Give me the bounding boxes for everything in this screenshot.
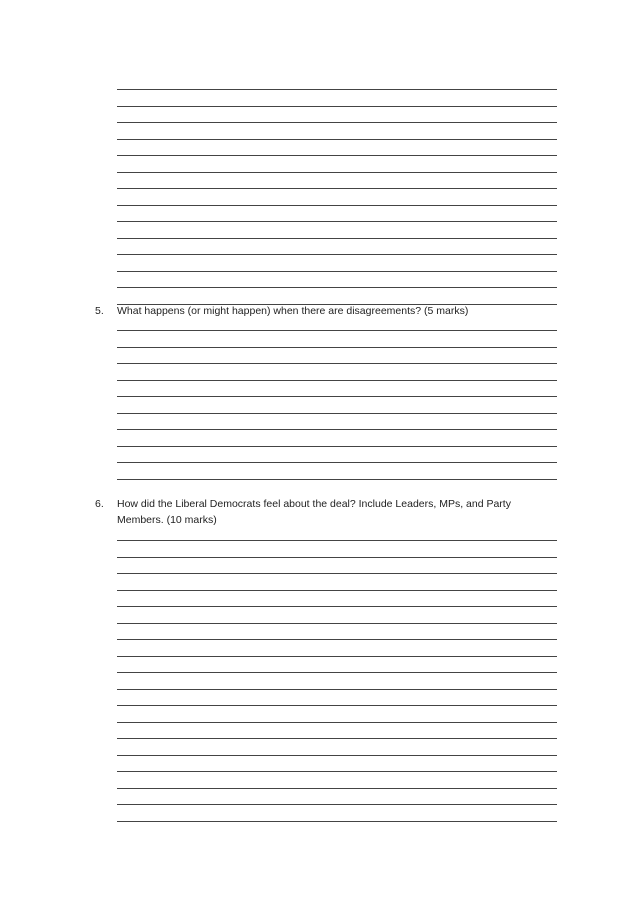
question-5-number: 5. bbox=[95, 305, 104, 317]
answer-line[interactable] bbox=[117, 287, 557, 288]
answer-line[interactable] bbox=[117, 672, 557, 673]
question-5-text: What happens (or might happen) when there are disagreements? (5 marks) bbox=[117, 305, 469, 317]
answer-line[interactable] bbox=[117, 639, 557, 640]
answer-line[interactable] bbox=[117, 738, 557, 739]
answer-line[interactable] bbox=[117, 347, 557, 348]
answer-line[interactable] bbox=[117, 205, 557, 206]
answer-line[interactable] bbox=[117, 396, 557, 397]
answer-line[interactable] bbox=[117, 89, 557, 90]
answer-line[interactable] bbox=[117, 689, 557, 690]
answer-line[interactable] bbox=[117, 413, 557, 414]
answer-line[interactable] bbox=[117, 106, 557, 107]
answer-line[interactable] bbox=[117, 821, 557, 822]
answer-line[interactable] bbox=[117, 606, 557, 607]
answer-line[interactable] bbox=[117, 155, 557, 156]
answer-line[interactable] bbox=[117, 271, 557, 272]
answer-line[interactable] bbox=[117, 446, 557, 447]
answer-line[interactable] bbox=[117, 557, 557, 558]
answer-line[interactable] bbox=[117, 479, 557, 480]
answer-line[interactable] bbox=[117, 788, 557, 789]
answer-line[interactable] bbox=[117, 804, 557, 805]
answer-line[interactable] bbox=[117, 705, 557, 706]
answer-line[interactable] bbox=[117, 221, 557, 222]
answer-line[interactable] bbox=[117, 380, 557, 381]
answer-line[interactable] bbox=[117, 623, 557, 624]
answer-line[interactable] bbox=[117, 656, 557, 657]
answer-line[interactable] bbox=[117, 771, 557, 772]
answer-line[interactable] bbox=[117, 755, 557, 756]
answer-line[interactable] bbox=[117, 363, 557, 364]
question-6-text: How did the Liberal Democrats feel about the deal? Include Leaders, MPs, and Party Members. (10 marks) bbox=[117, 498, 511, 526]
answer-line[interactable] bbox=[117, 429, 557, 430]
answer-line[interactable] bbox=[117, 462, 557, 463]
question-6-number: 6. bbox=[95, 498, 104, 510]
answer-line[interactable] bbox=[117, 254, 557, 255]
answer-line[interactable] bbox=[117, 139, 557, 140]
answer-line[interactable] bbox=[117, 590, 557, 591]
answer-line[interactable] bbox=[117, 722, 557, 723]
answer-line[interactable] bbox=[117, 188, 557, 189]
answer-line[interactable] bbox=[117, 540, 557, 541]
answer-line[interactable] bbox=[117, 238, 557, 239]
answer-line[interactable] bbox=[117, 172, 557, 173]
answer-line[interactable] bbox=[117, 573, 557, 574]
answer-line[interactable] bbox=[117, 330, 557, 331]
answer-line[interactable] bbox=[117, 122, 557, 123]
